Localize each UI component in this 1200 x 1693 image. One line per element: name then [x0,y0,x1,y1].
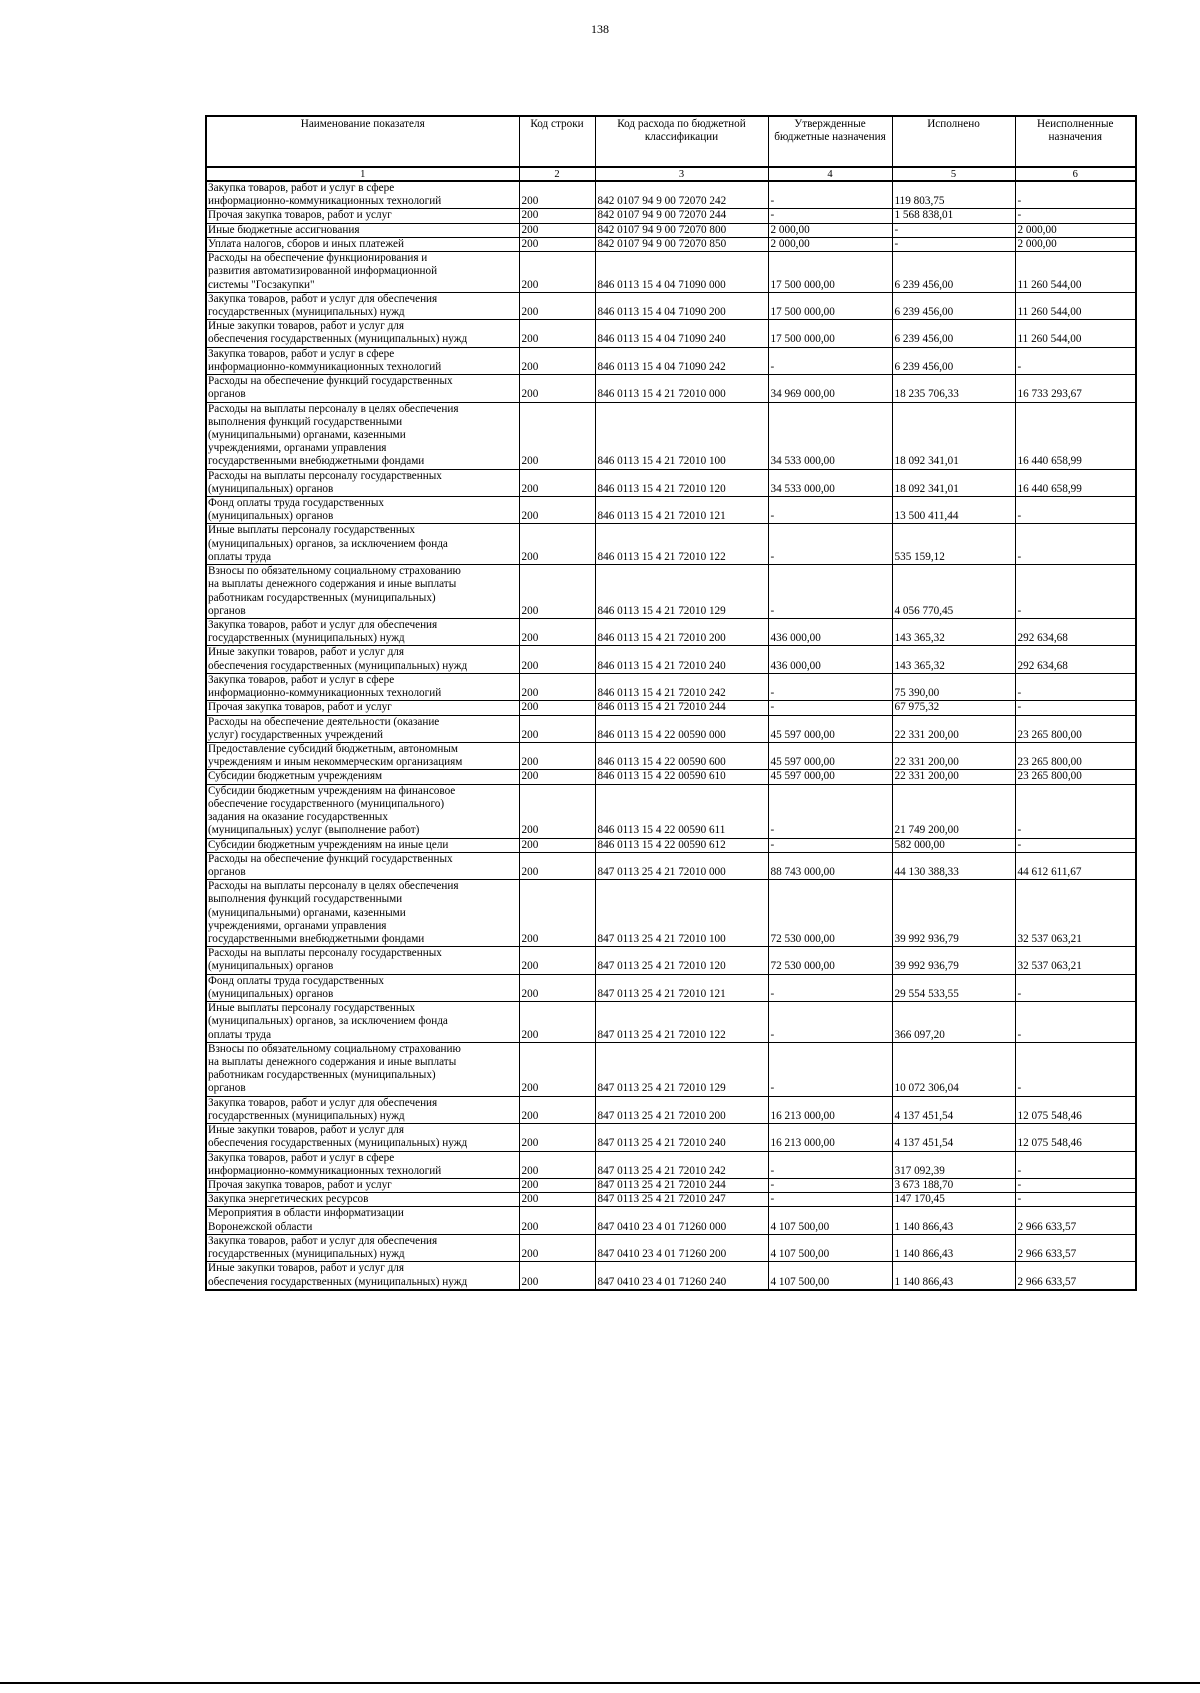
line-code-cell: 200 [519,1207,595,1234]
indicator-name-cell: Расходы на выплаты персоналу в целях обеспечения выполнения функций государственными (муниципальными) органами, казенными учреждениями, органами управления государственными внебюджетными фондами [206,402,519,469]
page-bottom-rule [0,1682,1200,1684]
approved-amount-cell: 34 533 000,00 [768,402,892,469]
indicator-name-cell: Взносы по обязательному социальному страхованию на выплаты денежного содержания и иные выплаты работникам государственных (муниципальных) органов [206,1042,519,1096]
executed-amount-cell: 13 500 411,44 [892,497,1015,524]
approved-amount-cell: - [768,974,892,1001]
unexecuted-amount-cell: 16 440 658,99 [1015,469,1136,496]
column-number: 2 [519,167,595,181]
executed-amount-cell: 147 170,45 [892,1193,1015,1207]
budget-code-cell: 846 0113 15 4 21 72010 242 [595,673,768,700]
table-row [206,375,1136,402]
approved-amount-cell: 45 597 000,00 [768,742,892,769]
budget-execution-table [205,115,1137,1291]
budget-code-cell: 842 0107 94 9 00 72070 850 [595,237,768,251]
budget-code-cell: 846 0113 15 4 04 71090 240 [595,320,768,347]
budget-code-cell: 847 0410 23 4 01 71260 000 [595,1207,768,1234]
budget-code-cell: 847 0113 25 4 21 72010 100 [595,880,768,947]
executed-amount-cell: - [892,223,1015,237]
executed-amount-cell: - [892,237,1015,251]
table-row [206,1096,1136,1123]
approved-amount-cell: 17 500 000,00 [768,320,892,347]
table-row [206,852,1136,879]
table-row [206,1124,1136,1151]
unexecuted-amount-cell: 16 733 293,67 [1015,375,1136,402]
executed-amount-cell: 366 097,20 [892,1002,1015,1043]
unexecuted-amount-cell: - [1015,524,1136,565]
table-row [206,524,1136,565]
budget-code-cell: 847 0113 25 4 21 72010 247 [595,1193,768,1207]
table-row [206,1262,1136,1290]
budget-code-cell: 847 0113 25 4 21 72010 244 [595,1178,768,1192]
budget-code-cell: 846 0113 15 4 22 00590 611 [595,784,768,838]
executed-amount-cell: 10 072 306,04 [892,1042,1015,1096]
budget-code-cell: 846 0113 15 4 04 71090 000 [595,252,768,293]
table-row [206,252,1136,293]
approved-amount-cell: 34 533 000,00 [768,469,892,496]
indicator-name-cell: Закупка товаров, работ и услуг в сфере информационно-коммуникационных технологий [206,347,519,374]
approved-amount-cell: 436 000,00 [768,646,892,673]
table-row [206,1151,1136,1178]
unexecuted-amount-cell: 2 966 633,57 [1015,1262,1136,1290]
budget-code-cell: 847 0113 25 4 21 72010 121 [595,974,768,1001]
indicator-name-cell: Прочая закупка товаров, работ и услуг [206,701,519,715]
indicator-name-cell: Субсидии бюджетным учреждениям на иные цели [206,838,519,852]
executed-amount-cell: 582 000,00 [892,838,1015,852]
approved-amount-cell: 72 530 000,00 [768,880,892,947]
line-code-cell: 200 [519,742,595,769]
table-row [206,742,1136,769]
column-number: 1 [206,167,519,181]
unexecuted-amount-cell: - [1015,1002,1136,1043]
budget-code-cell: 846 0113 15 4 22 00590 000 [595,715,768,742]
indicator-name-cell: Расходы на обеспечение функционирования и развития автоматизированной информационной системы "Госзакупки" [206,252,519,293]
table-row [206,784,1136,838]
approved-amount-cell: 4 107 500,00 [768,1234,892,1261]
line-code-cell: 200 [519,1002,595,1043]
indicator-name-cell: Закупка товаров, работ и услуг в сфере информационно-коммуникационных технологий [206,1151,519,1178]
approved-amount-cell: - [768,784,892,838]
line-code-cell: 200 [519,252,595,293]
indicator-name-cell: Прочая закупка товаров, работ и услуг [206,209,519,223]
unexecuted-amount-cell: - [1015,565,1136,619]
table-row [206,715,1136,742]
unexecuted-amount-cell: 2 966 633,57 [1015,1234,1136,1261]
table-row [206,619,1136,646]
column-number: 6 [1015,167,1136,181]
executed-amount-cell: 75 390,00 [892,673,1015,700]
approved-amount-cell: 2 000,00 [768,223,892,237]
header-approved-appropriations: Утвержденные бюджетные назначения [768,116,892,167]
executed-amount-cell: 21 749 200,00 [892,784,1015,838]
executed-amount-cell: 39 992 936,79 [892,947,1015,974]
header-unexecuted-appropriations: Неисполненные назначения [1015,116,1136,167]
indicator-name-cell: Иные закупки товаров, работ и услуг для обеспечения государственных (муниципальных) нужд [206,320,519,347]
column-number: 5 [892,167,1015,181]
unexecuted-amount-cell: 12 075 548,46 [1015,1124,1136,1151]
executed-amount-cell: 6 239 456,00 [892,292,1015,319]
line-code-cell: 200 [519,974,595,1001]
line-code-cell: 200 [519,1042,595,1096]
executed-amount-cell: 39 992 936,79 [892,880,1015,947]
line-code-cell: 200 [519,181,595,209]
column-number: 3 [595,167,768,181]
table-row [206,1042,1136,1096]
line-code-cell: 200 [519,1124,595,1151]
budget-code-cell: 842 0107 94 9 00 72070 242 [595,181,768,209]
approved-amount-cell: 436 000,00 [768,619,892,646]
indicator-name-cell: Иные выплаты персоналу государственных (муниципальных) органов, за исключением фонда оплаты труда [206,1002,519,1043]
unexecuted-amount-cell: - [1015,1178,1136,1192]
line-code-cell: 200 [519,1193,595,1207]
unexecuted-amount-cell: 11 260 544,00 [1015,252,1136,293]
budget-code-cell: 847 0410 23 4 01 71260 200 [595,1234,768,1261]
executed-amount-cell: 4 056 770,45 [892,565,1015,619]
unexecuted-amount-cell: 32 537 063,21 [1015,947,1136,974]
indicator-name-cell: Расходы на выплаты персоналу государственных (муниципальных) органов [206,469,519,496]
executed-amount-cell: 18 092 341,01 [892,469,1015,496]
line-code-cell: 200 [519,619,595,646]
header-indicator-name: Наименование показателя [206,116,519,167]
approved-amount-cell: - [768,497,892,524]
line-code-cell: 200 [519,784,595,838]
budget-code-cell: 847 0113 25 4 21 72010 000 [595,852,768,879]
table-body [206,181,1136,1290]
approved-amount-cell: 4 107 500,00 [768,1262,892,1290]
indicator-name-cell: Иные выплаты персоналу государственных (муниципальных) органов, за исключением фонда оплаты труда [206,524,519,565]
unexecuted-amount-cell: 32 537 063,21 [1015,880,1136,947]
unexecuted-amount-cell: 2 000,00 [1015,237,1136,251]
executed-amount-cell: 119 803,75 [892,181,1015,209]
unexecuted-amount-cell: 44 612 611,67 [1015,852,1136,879]
table-row [206,1234,1136,1261]
table-row [206,947,1136,974]
line-code-cell: 200 [519,237,595,251]
executed-amount-cell: 1 140 866,43 [892,1262,1015,1290]
line-code-cell: 200 [519,320,595,347]
unexecuted-amount-cell: - [1015,497,1136,524]
executed-amount-cell: 6 239 456,00 [892,252,1015,293]
indicator-name-cell: Мероприятия в области информатизации Воронежской области [206,1207,519,1234]
executed-amount-cell: 22 331 200,00 [892,742,1015,769]
line-code-cell: 200 [519,347,595,374]
line-code-cell: 200 [519,1096,595,1123]
table-row [206,402,1136,469]
unexecuted-amount-cell: 11 260 544,00 [1015,320,1136,347]
unexecuted-amount-cell: - [1015,1193,1136,1207]
executed-amount-cell: 535 159,12 [892,524,1015,565]
budget-code-cell: 846 0113 15 4 21 72010 122 [595,524,768,565]
table-row [206,1193,1136,1207]
approved-amount-cell: 4 107 500,00 [768,1207,892,1234]
executed-amount-cell: 6 239 456,00 [892,347,1015,374]
line-code-cell: 200 [519,673,595,700]
indicator-name-cell: Закупка товаров, работ и услуг в сфере информационно-коммуникационных технологий [206,673,519,700]
line-code-cell: 200 [519,701,595,715]
unexecuted-amount-cell: 292 634,68 [1015,619,1136,646]
approved-amount-cell: 45 597 000,00 [768,770,892,784]
approved-amount-cell: 88 743 000,00 [768,852,892,879]
indicator-name-cell: Иные закупки товаров, работ и услуг для обеспечения государственных (муниципальных) нужд [206,1262,519,1290]
indicator-name-cell: Субсидии бюджетным учреждениям [206,770,519,784]
table-row [206,838,1136,852]
unexecuted-amount-cell: - [1015,784,1136,838]
table-row [206,974,1136,1001]
page-number: 138 [591,22,609,36]
line-code-cell: 200 [519,469,595,496]
table-row [206,497,1136,524]
line-code-cell: 200 [519,565,595,619]
unexecuted-amount-cell: - [1015,838,1136,852]
table-row [206,320,1136,347]
budget-code-cell: 846 0113 15 4 22 00590 610 [595,770,768,784]
executed-amount-cell: 1 140 866,43 [892,1207,1015,1234]
indicator-name-cell: Расходы на обеспечение функций государственных органов [206,852,519,879]
indicator-name-cell: Закупка энергетических ресурсов [206,1193,519,1207]
budget-code-cell: 846 0113 15 4 04 71090 200 [595,292,768,319]
approved-amount-cell: 72 530 000,00 [768,947,892,974]
approved-amount-cell: - [768,524,892,565]
executed-amount-cell: 317 092,39 [892,1151,1015,1178]
line-code-cell: 200 [519,947,595,974]
table-row [206,223,1136,237]
line-code-cell: 200 [519,524,595,565]
approved-amount-cell: - [768,1178,892,1192]
budget-code-cell: 846 0113 15 4 22 00590 600 [595,742,768,769]
indicator-name-cell: Иные закупки товаров, работ и услуг для обеспечения государственных (муниципальных) нужд [206,1124,519,1151]
budget-code-cell: 847 0410 23 4 01 71260 240 [595,1262,768,1290]
unexecuted-amount-cell: - [1015,347,1136,374]
budget-code-cell: 847 0113 25 4 21 72010 120 [595,947,768,974]
approved-amount-cell: 17 500 000,00 [768,252,892,293]
table-row [206,237,1136,251]
line-code-cell: 200 [519,1262,595,1290]
approved-amount-cell: - [768,701,892,715]
budget-code-cell: 846 0113 15 4 04 71090 242 [595,347,768,374]
table-row [206,673,1136,700]
executed-amount-cell: 1 568 838,01 [892,209,1015,223]
unexecuted-amount-cell: 2 000,00 [1015,223,1136,237]
approved-amount-cell: - [768,565,892,619]
approved-amount-cell: - [768,1002,892,1043]
header-line-code: Код строки [519,116,595,167]
approved-amount-cell: - [768,1151,892,1178]
table-header-row [206,116,1136,167]
budget-code-cell: 846 0113 15 4 21 72010 129 [595,565,768,619]
line-code-cell: 200 [519,375,595,402]
header-budget-classification-code: Код расхода по бюджетной классификации [595,116,768,167]
indicator-name-cell: Закупка товаров, работ и услуг для обеспечения государственных (муниципальных) нужд [206,292,519,319]
indicator-name-cell: Закупка товаров, работ и услуг для обеспечения государственных (муниципальных) нужд [206,619,519,646]
unexecuted-amount-cell: - [1015,181,1136,209]
unexecuted-amount-cell: 23 265 800,00 [1015,770,1136,784]
header-executed: Исполнено [892,116,1015,167]
table-row [206,469,1136,496]
budget-code-cell: 847 0113 25 4 21 72010 240 [595,1124,768,1151]
table-row [206,1178,1136,1192]
budget-code-cell: 846 0113 15 4 21 72010 000 [595,375,768,402]
executed-amount-cell: 143 365,32 [892,646,1015,673]
line-code-cell: 200 [519,1151,595,1178]
executed-amount-cell: 22 331 200,00 [892,770,1015,784]
approved-amount-cell: - [768,181,892,209]
unexecuted-amount-cell: - [1015,1042,1136,1096]
line-code-cell: 200 [519,223,595,237]
unexecuted-amount-cell: - [1015,1151,1136,1178]
table-row [206,347,1136,374]
executed-amount-cell: 44 130 388,33 [892,852,1015,879]
budget-code-cell: 846 0113 15 4 21 72010 200 [595,619,768,646]
unexecuted-amount-cell: 12 075 548,46 [1015,1096,1136,1123]
budget-code-cell: 842 0107 94 9 00 72070 800 [595,223,768,237]
indicator-name-cell: Фонд оплаты труда государственных (муниципальных) органов [206,974,519,1001]
line-code-cell: 200 [519,1234,595,1261]
budget-code-cell: 847 0113 25 4 21 72010 200 [595,1096,768,1123]
line-code-cell: 200 [519,770,595,784]
unexecuted-amount-cell: 23 265 800,00 [1015,715,1136,742]
indicator-name-cell: Уплата налогов, сборов и иных платежей [206,237,519,251]
line-code-cell: 200 [519,646,595,673]
unexecuted-amount-cell: 2 966 633,57 [1015,1207,1136,1234]
executed-amount-cell: 67 975,32 [892,701,1015,715]
budget-code-cell: 846 0113 15 4 21 72010 121 [595,497,768,524]
line-code-cell: 200 [519,497,595,524]
unexecuted-amount-cell: 23 265 800,00 [1015,742,1136,769]
indicator-name-cell: Закупка товаров, работ и услуг в сфере информационно-коммуникационных технологий [206,181,519,209]
table-row [206,880,1136,947]
indicator-name-cell: Взносы по обязательному социальному страхованию на выплаты денежного содержания и иные выплаты работникам государственных (муниципальных) органов [206,565,519,619]
indicator-name-cell: Предоставление субсидий бюджетным, автономным учреждениям и иным некоммерческим организациям [206,742,519,769]
executed-amount-cell: 29 554 533,55 [892,974,1015,1001]
approved-amount-cell: 2 000,00 [768,237,892,251]
indicator-name-cell: Прочая закупка товаров, работ и услуг [206,1178,519,1192]
indicator-name-cell: Иные бюджетные ассигнования [206,223,519,237]
table-row [206,181,1136,209]
unexecuted-amount-cell: - [1015,701,1136,715]
budget-code-cell: 847 0113 25 4 21 72010 129 [595,1042,768,1096]
indicator-name-cell: Закупка товаров, работ и услуг для обеспечения государственных (муниципальных) нужд [206,1096,519,1123]
approved-amount-cell: - [768,838,892,852]
approved-amount-cell: - [768,673,892,700]
line-code-cell: 200 [519,852,595,879]
approved-amount-cell: 17 500 000,00 [768,292,892,319]
approved-amount-cell: 45 597 000,00 [768,715,892,742]
line-code-cell: 200 [519,292,595,319]
approved-amount-cell: - [768,1042,892,1096]
unexecuted-amount-cell: - [1015,673,1136,700]
budget-code-cell: 846 0113 15 4 21 72010 120 [595,469,768,496]
approved-amount-cell: - [768,347,892,374]
approved-amount-cell: 16 213 000,00 [768,1096,892,1123]
indicator-name-cell: Иные закупки товаров, работ и услуг для обеспечения государственных (муниципальных) нужд [206,646,519,673]
indicator-name-cell: Субсидии бюджетным учреждениям на финансовое обеспечение государственного (муниципального) задания на оказание государственных (муниципальных) услуг (выполнение работ) [206,784,519,838]
column-number: 4 [768,167,892,181]
executed-amount-cell: 18 235 706,33 [892,375,1015,402]
approved-amount-cell: - [768,1193,892,1207]
table-row [206,565,1136,619]
budget-code-cell: 846 0113 15 4 21 72010 100 [595,402,768,469]
indicator-name-cell: Расходы на обеспечение функций государственных органов [206,375,519,402]
executed-amount-cell: 4 137 451,54 [892,1096,1015,1123]
indicator-name-cell: Фонд оплаты труда государственных (муниципальных) органов [206,497,519,524]
line-code-cell: 200 [519,880,595,947]
unexecuted-amount-cell: - [1015,974,1136,1001]
executed-amount-cell: 3 673 188,70 [892,1178,1015,1192]
indicator-name-cell: Расходы на выплаты персоналу государственных (муниципальных) органов [206,947,519,974]
table-row [206,1002,1136,1043]
executed-amount-cell: 6 239 456,00 [892,320,1015,347]
table-row [206,1207,1136,1234]
budget-code-cell: 846 0113 15 4 21 72010 240 [595,646,768,673]
table-row [206,701,1136,715]
line-code-cell: 200 [519,1178,595,1192]
approved-amount-cell: 34 969 000,00 [768,375,892,402]
table-row [206,646,1136,673]
indicator-name-cell: Расходы на обеспечение деятельности (оказание услуг) государственных учреждений [206,715,519,742]
unexecuted-amount-cell: 11 260 544,00 [1015,292,1136,319]
executed-amount-cell: 143 365,32 [892,619,1015,646]
executed-amount-cell: 18 092 341,01 [892,402,1015,469]
unexecuted-amount-cell: 16 440 658,99 [1015,402,1136,469]
approved-amount-cell: - [768,209,892,223]
line-code-cell: 200 [519,838,595,852]
indicator-name-cell: Расходы на выплаты персоналу в целях обеспечения выполнения функций государственными (муниципальными) органами, казенными учреждениями, органами управления государственными внебюджетными фондами [206,880,519,947]
executed-amount-cell: 22 331 200,00 [892,715,1015,742]
line-code-cell: 200 [519,402,595,469]
approved-amount-cell: 16 213 000,00 [768,1124,892,1151]
budget-code-cell: 846 0113 15 4 22 00590 612 [595,838,768,852]
table-row [206,209,1136,223]
column-numbers-row [206,167,1136,181]
budget-code-cell: 847 0113 25 4 21 72010 242 [595,1151,768,1178]
unexecuted-amount-cell: 292 634,68 [1015,646,1136,673]
executed-amount-cell: 4 137 451,54 [892,1124,1015,1151]
indicator-name-cell: Закупка товаров, работ и услуг для обеспечения государственных (муниципальных) нужд [206,1234,519,1261]
unexecuted-amount-cell: - [1015,209,1136,223]
line-code-cell: 200 [519,209,595,223]
table-row [206,292,1136,319]
budget-code-cell: 846 0113 15 4 21 72010 244 [595,701,768,715]
table-row [206,770,1136,784]
executed-amount-cell: 1 140 866,43 [892,1234,1015,1261]
budget-code-cell: 847 0113 25 4 21 72010 122 [595,1002,768,1043]
line-code-cell: 200 [519,715,595,742]
budget-code-cell: 842 0107 94 9 00 72070 244 [595,209,768,223]
